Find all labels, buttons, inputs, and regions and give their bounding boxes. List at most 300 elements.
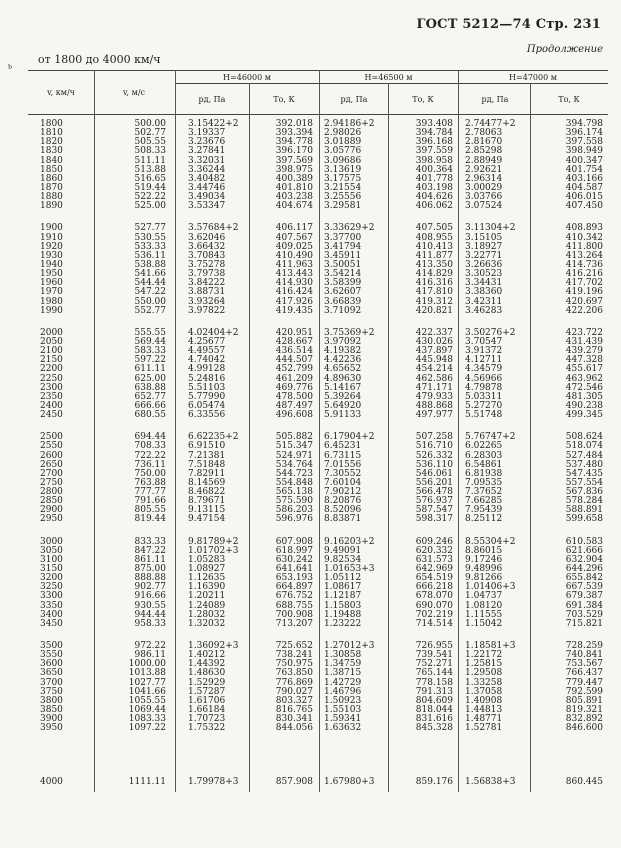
table-cell: 569.44 <box>134 336 166 347</box>
altitude-header-rule <box>175 83 608 84</box>
table-cell: 508.624 <box>565 432 603 443</box>
table-cell: 394.778 <box>275 137 313 148</box>
table-cell: 1.48771 <box>465 714 503 725</box>
table-cell: 455.617 <box>565 364 603 375</box>
table-cell: 3.57684+2 <box>188 223 239 234</box>
table-cell: 557.554 <box>565 477 603 488</box>
table-cell: 611.11 <box>134 364 166 375</box>
table-cell: 516.710 <box>415 441 453 452</box>
table-cell: 1.28032 <box>188 609 226 620</box>
table-cell: 3.27841 <box>188 146 226 157</box>
table-cell: 5.64920 <box>324 400 362 411</box>
table-cell: 3.62607 <box>324 287 362 298</box>
table-cell: 419.435 <box>275 305 313 316</box>
table-cell: 8.25112 <box>465 514 503 525</box>
table-cell: 3.40482 <box>188 173 226 184</box>
table-cell: 3800 <box>40 695 63 706</box>
table-cell: 6.45231 <box>324 441 362 452</box>
table-cell: 666.66 <box>134 400 166 411</box>
table-cell: 8.46822 <box>188 487 226 498</box>
table-cell: 1.36092+3 <box>188 641 239 652</box>
table-cell: 680.55 <box>134 410 166 421</box>
table-cell: 3.29581 <box>324 201 362 212</box>
table-cell: 1.42729 <box>324 677 362 688</box>
table-cell: 417.702 <box>565 278 603 289</box>
table-cell: 777.77 <box>134 487 166 498</box>
column-t1 <box>252 120 313 733</box>
last-row-t3: 860.445 <box>565 777 603 787</box>
table-cell: 1.37058 <box>465 686 503 697</box>
table-cell: 397.559 <box>415 146 453 157</box>
table-cell: 752.271 <box>415 659 453 670</box>
table-cell: 4.74042 <box>188 355 226 366</box>
table-cell: 1.11555 <box>465 609 503 620</box>
table-cell: 831.616 <box>415 714 453 725</box>
table-cell: 3.15105 <box>465 232 503 243</box>
table-cell: 2950 <box>40 514 63 525</box>
continued-label: Продолжение <box>526 44 603 55</box>
table-cell: 597.22 <box>134 355 166 366</box>
table-cell: 2.85298 <box>465 146 503 157</box>
table-cell: 738.241 <box>275 650 313 661</box>
table-cell: 3.70843 <box>188 250 226 261</box>
table-cell: 3.50051 <box>324 259 362 270</box>
table-cell: 411.963 <box>275 259 313 270</box>
table-cell: 2.98026 <box>324 128 362 139</box>
table-cell: 631.573 <box>415 554 453 565</box>
table-cell: 534.764 <box>275 459 313 470</box>
table-cell: 1.19488 <box>324 609 362 620</box>
table-cell: 508.33 <box>134 146 166 157</box>
table-cell: 462.586 <box>415 373 453 384</box>
group-gap <box>324 525 386 538</box>
table-cell: 406.015 <box>565 192 603 203</box>
table-cell: 522.22 <box>134 192 166 203</box>
table-cell: 398.949 <box>565 146 603 157</box>
table-cell: 2.81670 <box>465 137 503 148</box>
table-cell: 400.347 <box>565 155 603 166</box>
col-divider-5 <box>388 83 389 792</box>
table-cell: 4.25677 <box>188 336 226 347</box>
table-cell: 1860 <box>40 173 63 184</box>
table-cell: 1830 <box>40 146 63 157</box>
table-cell: 1.22172 <box>465 650 503 661</box>
table-cell: 513.88 <box>134 164 166 175</box>
table-cell: 6.91510 <box>188 441 226 452</box>
table-cell: 2500 <box>40 432 63 443</box>
table-cell: 488.868 <box>415 400 453 411</box>
table-cell: 3.38360 <box>465 287 503 298</box>
table-cell: 1870 <box>40 182 63 193</box>
table-cell: 3950 <box>40 723 63 734</box>
table-cell: 5.76747+2 <box>465 432 516 443</box>
table-cell: 511.11 <box>134 155 166 166</box>
header-temp-1: Tо, К <box>273 95 295 104</box>
table-cell: 3.53347 <box>188 201 226 212</box>
table-cell: 763.850 <box>275 668 313 679</box>
table-cell: 3.34431 <box>465 278 503 289</box>
table-cell: 3.00029 <box>465 182 503 193</box>
table-cell: 416.424 <box>275 287 313 298</box>
table-cell: 2550 <box>40 441 63 452</box>
table-cell: 409.025 <box>275 241 313 252</box>
table-cell: 765.144 <box>415 668 453 679</box>
table-cell: 392.018 <box>275 119 313 129</box>
table-cell: 452.799 <box>275 364 313 375</box>
col-divider-1 <box>94 70 95 792</box>
table-cell: 1980 <box>40 296 63 307</box>
table-cell: 1.33258 <box>465 677 503 688</box>
table-cell: 1.52929 <box>188 677 226 688</box>
table-cell: 804.609 <box>415 695 453 706</box>
table-cell: 3.58399 <box>324 278 362 289</box>
table-cell: 552.77 <box>134 305 166 316</box>
table-cell: 846.600 <box>565 723 603 734</box>
table-cell: 422.206 <box>565 305 603 316</box>
table-cell: 1000.00 <box>128 659 166 670</box>
table-cell: 490.238 <box>565 400 603 411</box>
table-cell: 792.599 <box>565 686 603 697</box>
table-cell: 578.284 <box>565 496 603 507</box>
table-cell: 3.13619 <box>324 164 362 175</box>
table-cell: 3.66432 <box>188 241 226 252</box>
table-cell: 1.29508 <box>465 668 503 679</box>
table-cell: 1900 <box>40 223 63 234</box>
table-cell: 8.52096 <box>324 505 362 516</box>
table-cell: 3150 <box>40 564 63 575</box>
table-cell: 3.66839 <box>324 296 362 307</box>
table-cell: 750.00 <box>134 468 166 479</box>
table-cell: 1.61706 <box>188 695 226 706</box>
table-cell: 596.976 <box>275 514 313 525</box>
group-gap <box>40 525 90 538</box>
table-cell: 599.658 <box>565 514 603 525</box>
table-cell: 2800 <box>40 487 63 498</box>
last-row-p2: 1.67980+3 <box>324 777 375 787</box>
table-cell: 487.497 <box>275 400 313 411</box>
table-cell: 407.450 <box>565 201 603 212</box>
table-cell: 3.36244 <box>188 164 226 175</box>
column-t3 <box>535 120 603 733</box>
table-cell: 1840 <box>40 155 63 166</box>
table-cell: 1.08120 <box>465 600 503 611</box>
table-cell: 1069.44 <box>128 705 166 716</box>
table-cell: 7.30552 <box>324 468 362 479</box>
table-cell: 586.203 <box>275 505 313 516</box>
standard-page-header: ГОСТ 5212—74 Стр. 231 <box>416 17 601 32</box>
table-cell: 3100 <box>40 554 63 565</box>
table-cell: 6.54861 <box>465 459 503 470</box>
table-cell: 472.546 <box>565 382 603 393</box>
table-cell: 5.14167 <box>324 382 362 393</box>
table-cell: 1.12635 <box>188 573 226 584</box>
table-cell: 4.99128 <box>188 364 226 375</box>
table-cell: 3.33629+2 <box>324 223 375 234</box>
table-cell: 694.44 <box>134 432 166 443</box>
table-cell: 972.22 <box>134 641 166 652</box>
header-pressure-2: pд, Па <box>340 95 368 104</box>
table-cell: 779.447 <box>565 677 603 688</box>
table-cell: 6.02265 <box>465 441 503 452</box>
table-cell: 9.13115 <box>188 505 226 516</box>
table-cell: 8.20876 <box>324 496 362 507</box>
group-gap <box>100 525 166 538</box>
group-gap <box>188 525 248 538</box>
table-cell: 678.070 <box>415 591 453 602</box>
table-cell: 417.926 <box>275 296 313 307</box>
table-cell: 8.55304+2 <box>465 536 516 547</box>
table-cell: 430.026 <box>415 336 453 347</box>
table-cell: 638.88 <box>134 382 166 393</box>
table-cell: 4.79878 <box>465 382 503 393</box>
table-cell: 411.877 <box>415 250 453 261</box>
table-cell: 2.88949 <box>465 155 503 166</box>
table-cell: 5.24816 <box>188 373 226 384</box>
table-cell: 518.074 <box>565 441 603 452</box>
table-cell: 408.955 <box>415 232 453 243</box>
table-cell: 1.48630 <box>188 668 226 679</box>
table-cell: 507.258 <box>415 432 453 443</box>
table-cell: 1041.66 <box>128 686 166 697</box>
header-altitude-1: H=46000 м <box>223 73 271 82</box>
table-cell: 538.88 <box>134 259 166 270</box>
table-cell: 714.514 <box>415 618 453 629</box>
table-cell: 439.279 <box>565 346 603 357</box>
table-cell: 791.66 <box>134 496 166 507</box>
table-cell: 420.821 <box>415 305 453 316</box>
table-cell: 413.350 <box>415 259 453 270</box>
table-cell: 408.893 <box>565 223 603 234</box>
table-cell: 916.66 <box>134 591 166 602</box>
table-cell: 6.73115 <box>324 450 362 461</box>
table-cell: 3.45911 <box>324 250 362 261</box>
table-cell: 3.46283 <box>465 305 503 316</box>
table-cell: 778.158 <box>415 677 453 688</box>
table-cell: 407.505 <box>415 223 453 234</box>
table-cell: 496.608 <box>275 410 313 421</box>
table-cell: 1.46796 <box>324 686 362 697</box>
table-cell: 676.752 <box>275 591 313 602</box>
table-cell: 7.66285 <box>465 496 503 507</box>
table-cell: 3.91372 <box>465 346 503 357</box>
table-cell: 641.641 <box>275 564 313 575</box>
table-cell: 3750 <box>40 686 63 697</box>
table-cell: 630.242 <box>275 554 313 565</box>
table-cell: 413.443 <box>275 269 313 280</box>
table-cell: 471.171 <box>415 382 453 393</box>
table-cell: 6.05474 <box>188 400 226 411</box>
table-cell: 776.869 <box>275 677 313 688</box>
table-cell: 3.11304+2 <box>465 223 516 234</box>
table-cell: 3.05776 <box>324 146 362 157</box>
group-gap <box>252 525 313 538</box>
table-cell: 3.75369+2 <box>324 327 375 338</box>
table-cell: 397.569 <box>275 155 313 166</box>
table-cell: 1800 <box>40 119 63 129</box>
table-cell: 1.25815 <box>465 659 503 670</box>
table-cell: 1.55103 <box>324 705 362 716</box>
table-cell: 830.341 <box>275 714 313 725</box>
table-cell: 413.264 <box>565 250 603 261</box>
column-t2 <box>392 120 453 733</box>
table-cell: 3300 <box>40 591 63 602</box>
table-cell: 3.01889 <box>324 137 362 148</box>
table-cell: 401.754 <box>565 164 603 175</box>
table-cell: 700.908 <box>275 609 313 620</box>
table-cell: 667.539 <box>565 582 603 593</box>
table-cell: 4.89630 <box>324 373 362 384</box>
table-cell: 394.784 <box>415 128 453 139</box>
table-cell: 5.39264 <box>324 391 362 402</box>
table-cell: 5.51103 <box>188 382 226 393</box>
table-cell: 750.975 <box>275 659 313 670</box>
table-cell: 1910 <box>40 232 63 243</box>
table-cell: 1013.88 <box>128 668 166 679</box>
table-cell: 7.09535 <box>465 477 503 488</box>
table-cell: 583.33 <box>134 346 166 357</box>
table-cell: 6.28303 <box>465 450 503 461</box>
group-gap <box>252 316 313 329</box>
table-cell: 888.88 <box>134 573 166 584</box>
table-cell: 1.40212 <box>188 650 226 661</box>
table-cell: 394.798 <box>565 119 603 129</box>
table-cell: 461.209 <box>275 373 313 384</box>
table-cell: 7.51848 <box>188 459 226 470</box>
table-cell: 410.490 <box>275 250 313 261</box>
table-cell: 9.48996 <box>465 564 503 575</box>
table-cell: 505.882 <box>275 432 313 443</box>
table-cell: 1930 <box>40 250 63 261</box>
table-cell: 3.23676 <box>188 137 226 148</box>
table-cell: 1.44813 <box>465 705 503 716</box>
table-cell: 3600 <box>40 659 63 670</box>
table-cell: 411.800 <box>565 241 603 252</box>
table-cell: 833.33 <box>134 536 166 547</box>
table-cell: 688.755 <box>275 600 313 611</box>
group-gap <box>392 525 453 538</box>
table-cell: 1.57287 <box>188 686 226 697</box>
table-cell: 546.061 <box>415 468 453 479</box>
table-cell: 428.667 <box>275 336 313 347</box>
table-cell: 3.41794 <box>324 241 362 252</box>
group-gap <box>100 316 166 329</box>
table-cell: 1810 <box>40 128 63 139</box>
table-cell: 4.56966 <box>465 373 503 384</box>
group-gap <box>465 525 527 538</box>
table-cell: 2900 <box>40 505 63 516</box>
table-cell: 1.20211 <box>188 591 226 602</box>
table-cell: 722.22 <box>134 450 166 461</box>
table-cell: 713.207 <box>275 618 313 629</box>
group-gap <box>324 316 386 329</box>
table-cell: 1.44392 <box>188 659 226 670</box>
table-cell: 1880 <box>40 192 63 203</box>
table-cell: 819.44 <box>134 514 166 525</box>
table-cell: 403.238 <box>275 192 313 203</box>
table-cell: 1097.22 <box>128 723 166 734</box>
table-cell: 1.04737 <box>465 591 503 602</box>
table-cell: 3.54214 <box>324 269 362 280</box>
table-cell: 1.15042 <box>465 618 503 629</box>
table-cell: 715.821 <box>565 618 603 629</box>
table-cell: 404.587 <box>565 182 603 193</box>
table-cell: 565.138 <box>275 487 313 498</box>
table-cell: 479.933 <box>415 391 453 402</box>
table-cell: 832.892 <box>565 714 603 725</box>
table-cell: 445.948 <box>415 355 453 366</box>
table-cell: 2200 <box>40 364 63 375</box>
table-cell: 454.214 <box>415 364 453 375</box>
table-cell: 6.62235+2 <box>188 432 239 443</box>
header-temp-3: Tо, К <box>558 95 580 104</box>
table-cell: 6.17904+2 <box>324 432 375 443</box>
table-cell: 1.66184 <box>188 705 226 716</box>
table-cell: 3.71092 <box>324 305 362 316</box>
table-cell: 5.77990 <box>188 391 226 402</box>
header-v-kmh: v, км/ч <box>47 88 75 97</box>
table-cell: 664.897 <box>275 582 313 593</box>
table-cell: 3400 <box>40 609 63 620</box>
table-cell: 2250 <box>40 373 63 384</box>
table-cell: 9.81266 <box>465 573 503 584</box>
table-cell: 763.88 <box>134 477 166 488</box>
table-cell: 9.82534 <box>324 554 362 565</box>
table-cell: 3500 <box>40 641 63 652</box>
table-cell: 469.776 <box>275 382 313 393</box>
table-cell: 527.77 <box>134 223 166 234</box>
header-pressure-3: pд, Па <box>481 95 509 104</box>
table-cell: 3.62046 <box>188 232 226 243</box>
group-gap <box>40 316 90 329</box>
table-cell: 544.723 <box>275 468 313 479</box>
table-cell: 499.345 <box>565 410 603 421</box>
table-cell: 2350 <box>40 391 63 402</box>
table-cell: 3.88731 <box>188 287 226 298</box>
table-cell: 6.33556 <box>188 410 226 421</box>
group-gap <box>392 316 453 329</box>
table-cell: 607.908 <box>275 536 313 547</box>
table-cell: 2.78063 <box>465 128 503 139</box>
table-cell: 404.626 <box>415 192 453 203</box>
column-p3 <box>465 120 527 733</box>
table-cell: 3.09686 <box>324 155 362 166</box>
speed-range-caption: от 1800 до 4000 км/ч <box>38 53 161 66</box>
table-cell: 530.55 <box>134 232 166 243</box>
table-cell: 3.42311 <box>465 296 503 307</box>
table-cell: 2150 <box>40 355 63 366</box>
table-cell: 420.697 <box>565 296 603 307</box>
table-cell: 416.216 <box>565 269 603 280</box>
table-cell: 3900 <box>40 714 63 725</box>
table-cell: 414.930 <box>275 278 313 289</box>
table-cell: 1.08617 <box>324 582 362 593</box>
table-cell: 541.66 <box>134 269 166 280</box>
group-gap <box>188 316 248 329</box>
table-cell: 4.02404+2 <box>188 327 239 338</box>
table-cell: 1950 <box>40 269 63 280</box>
column-p2 <box>324 120 386 733</box>
table-cell: 1940 <box>40 259 63 270</box>
table-cell: 805.891 <box>565 695 603 706</box>
table-cell: 533.33 <box>134 241 166 252</box>
table-cell: 400.389 <box>275 173 313 184</box>
table-cell: 861.11 <box>134 554 166 565</box>
table-cell: 1970 <box>40 287 63 298</box>
table-cell: 478.500 <box>275 391 313 402</box>
table-cell: 544.44 <box>134 278 166 289</box>
table-cell: 566.478 <box>415 487 453 498</box>
table-cell: 4.49557 <box>188 346 226 357</box>
